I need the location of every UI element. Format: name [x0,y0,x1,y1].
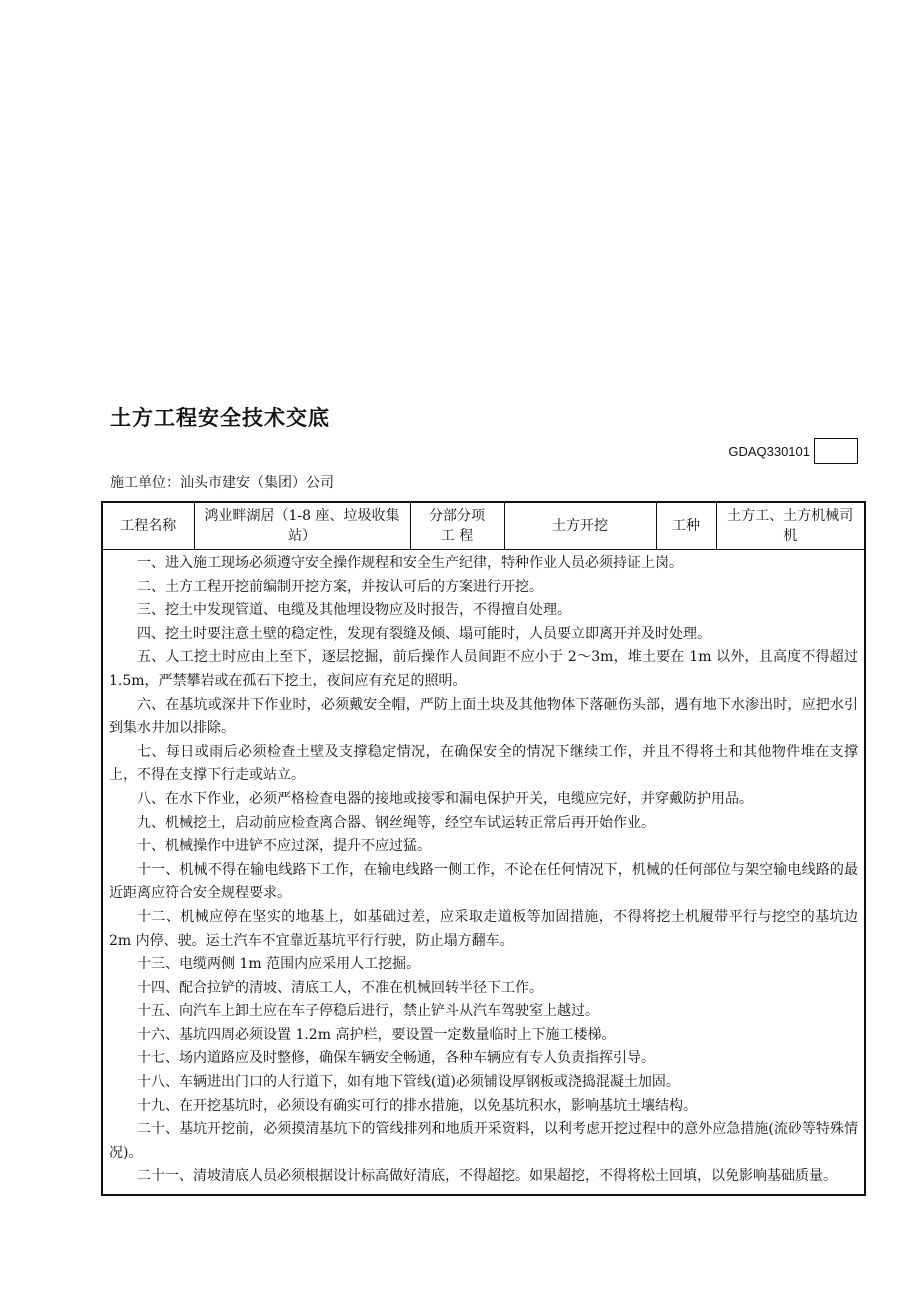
briefing-item: 十八、车辆进出门口的人行道下，如有地下管线(道)必须铺设厚钢板或浇捣混凝土加固。 [137,1074,680,1091]
construction-unit: 施工单位：汕头市建安（集团）公司 [110,475,334,491]
project-name-value: 鸿业畔湖居（1-8 座、垃圾收集站） [194,502,410,550]
briefing-item: 一、进入施工现场必须遵守安全操作规程和安全生产纪律，特种作业人员必须持证上岗。 [137,555,683,571]
briefing-item: 七、每日或雨后必须检查土壁及支撑稳定情况，在确保安全的情况下继续工作，并且不得将土和其他物件堆在支撑上，不得在支撑下行走或站立。 [109,743,858,784]
header-row [102,502,865,550]
briefing-item: 四、挖土时要注意土壁的稳定性，发现有裂缝及倾、塌可能时，人员要立即离开并及时处理。 [137,625,711,642]
briefing-content [102,550,865,1196]
briefing-item: 八、在水下作业，必须严格检查电器的接地或接零和漏电保护开关，电缆应完好，并穿戴防护用品。 [137,790,753,807]
sub-project-value: 土方开挖 [504,502,656,550]
document-code-row [728,438,858,464]
work-type-label: 工种 [656,502,716,550]
briefing-item: 二、土方工程开挖前编制开挖方案，并按认可后的方案进行开挖。 [137,578,543,595]
briefing-item: 九、机械挖土，启动前应检查离合器、钢丝绳等，经空车试运转正常后再开始作业。 [137,814,655,831]
briefing-item: 十一、机械不得在输电线路下工作，在输电线路一侧工作，不论在任何情况下，机械的任何部位与架空输电线路的最近距离应符合安全规程要求。 [109,861,858,902]
briefing-item: 五、人工挖土时应由上至下，逐层挖掘，前后操作人员间距不应小于 2～3m，堆土要在 1m 以外，且高度不得超过 1.5m，严禁攀岩或在孤石下挖土，夜间应有充足的照明。 [109,649,858,689]
briefing-item: 十六、基坑四周必须设置 1.2m 高护栏，要设置一定数量临时上下施工楼梯。 [137,1026,616,1043]
document-title: 土方工程安全技术交底 [110,406,330,430]
briefing-item: 十五、向汽车上卸土应在车子停稳后进行，禁止铲斗从汽车驾驶室上越过。 [137,1003,599,1020]
briefing-item: 十二、机械应停在坚实的地基上，如基础过差，应采取走道板等加固措施，不得将挖土机履带平行与挖空的基坑边 2m 内停、驶。运土汽车不宜靠近基坑平行行驶，防止塌方翻车。 [109,908,858,949]
sub-project-label: 分部分项 工 程 [410,502,504,550]
briefing-item: 十三、电缆两侧 1m 范围内应采用人工挖掘。 [137,956,421,973]
briefing-item: 十四、配合拉铲的清坡、清底工人，不准在机械回转半径下工作。 [137,979,543,996]
briefing-item: 二十一、清坡清底人员必须根据设计标高做好清底，不得超挖。如果超挖，不得将松土回填，以免影响基础质量。 [137,1168,837,1185]
document-code-box [814,438,858,464]
briefing-item: 十七、场内道路应及时整修，确保车辆安全畅通，各种车辆应有专人负责指挥引导。 [137,1050,655,1067]
briefing-item: 十九、在开挖基坑时，必须设有确实可行的排水措施，以免基坑积水，影响基坑土壤结构。 [137,1097,697,1114]
briefing-item: 三、挖土中发现管道、电缆及其他埋设物应及时报告，不得擅自处理。 [137,602,571,619]
briefing-item: 十、机械操作中进铲不应过深，提升不应过猛。 [137,838,431,855]
project-name-label: 工程名称 [102,502,194,550]
safety-briefing-table [101,501,866,1196]
work-type-value: 土方工、土方机械司机 [716,502,865,550]
briefing-item: 二十、基坑开挖前，必须摸清基坑下的管线排列和地质开采资料，以利考虑开挖过程中的意外应急措施(流砂等特殊情况)。 [109,1121,858,1161]
document-code: GDAQ330101 [728,443,810,459]
body-row [102,550,865,1196]
briefing-item: 六、在基坑或深井下作业时，必须戴安全帽，严防上面土块及其他物体下落砸伤头部，遇有地下水渗出时，应把水引到集水井加以排除。 [109,696,858,737]
